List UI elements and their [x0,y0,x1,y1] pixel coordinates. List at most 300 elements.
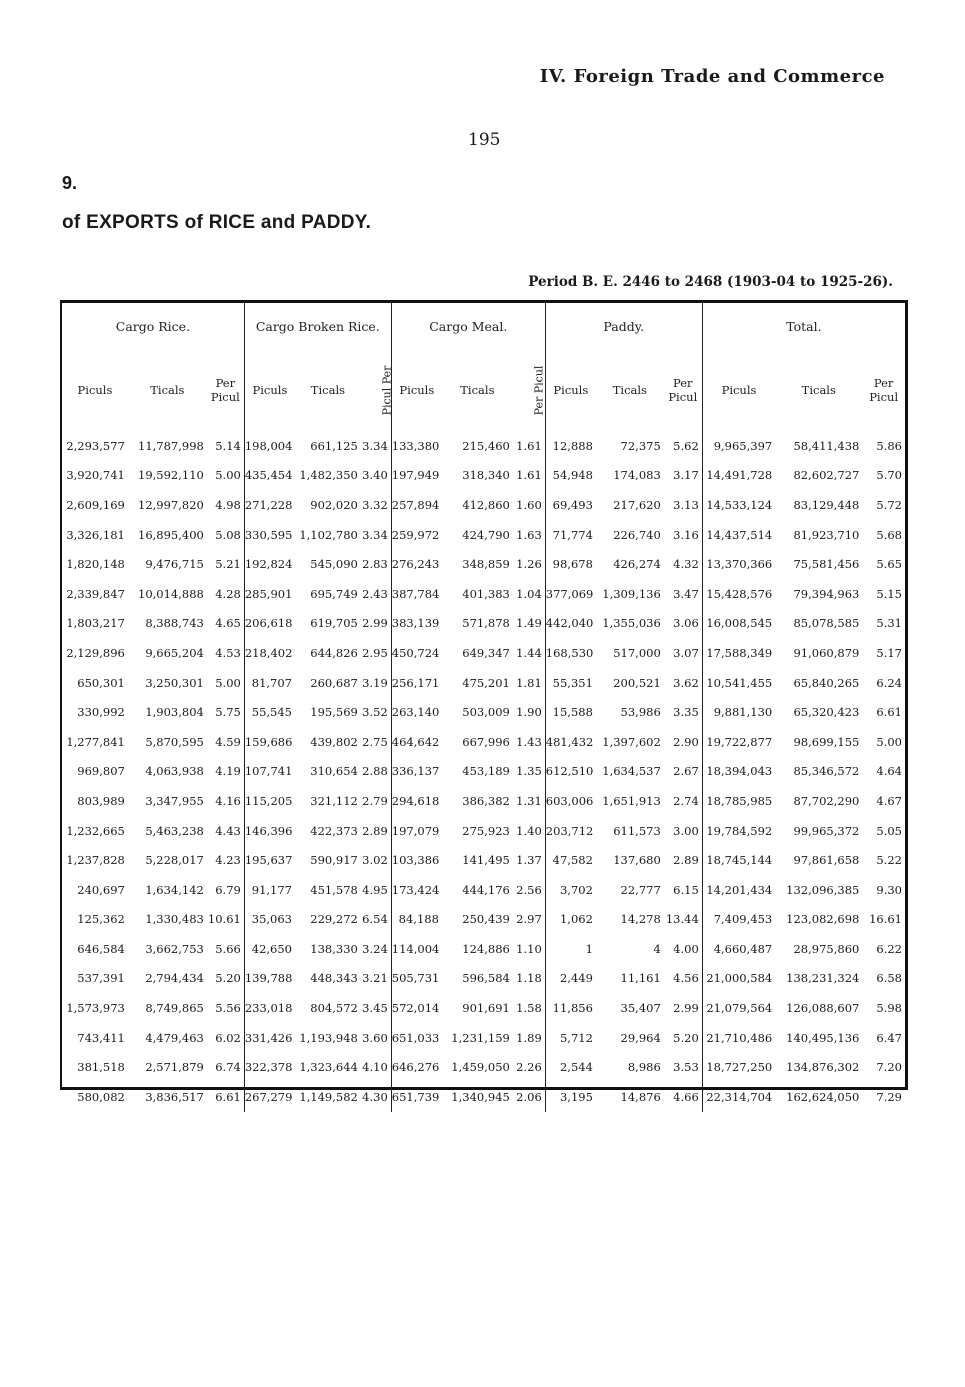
table-cell: 3.21 [362,971,388,986]
table-cell: 16,895,400 [138,527,204,542]
table-cell: 4,063,938 [145,764,204,779]
table-cell: 5.08 [215,527,241,542]
table-cell: 107,741 [244,757,295,787]
table-cell: 267,279 [244,1082,295,1112]
table-cell: 1.04 [516,586,542,601]
table-cell: 192,824 [244,549,295,579]
table-cell: 259,972 [391,520,442,550]
table-cell: 11,787,998 [138,438,204,453]
table-cell: 2.89 [673,853,699,868]
table-cell: 310,654 [310,764,358,779]
table-row [62,1052,905,1082]
table-cell: 21,710,486 [702,1023,775,1053]
table-cell: 8,749,865 [145,1001,204,1016]
table-cell: 260,687 [310,675,358,690]
table-cell: 5,712 [545,1023,596,1053]
table-cell: 1,309,136 [602,586,661,601]
table-cell: 3.06 [673,616,699,631]
table-cell: 1,634,537 [602,764,661,779]
table-cell: 14,201,434 [702,875,775,905]
table-cell: 4.98 [215,497,241,512]
table-row [62,934,905,964]
table-cell: 133,380 [391,431,442,461]
table-cell: 168,530 [545,638,596,668]
table-cell: 215,460 [462,438,510,453]
table-cell: 1.35 [516,764,542,779]
table-cell: 2,794,434 [145,971,204,986]
table-cell: 5.70 [876,468,902,483]
table-cell: 1,651,913 [602,793,661,808]
table-cell: 6.47 [876,1030,902,1045]
table-cell: 3.13 [673,497,699,512]
table-cell: 21,000,584 [702,964,775,994]
table-cell: 15,428,576 [702,579,775,609]
table-cell: 4.53 [215,645,241,660]
table-cell: 4.59 [215,734,241,749]
table-cell: 5.15 [876,586,902,601]
table-cell: 1,193,948 [299,1030,358,1045]
table-cell: 18,394,043 [702,757,775,787]
table-cell: 173,424 [391,875,442,905]
table-cell: 336,137 [391,757,442,787]
table-cell: 2.89 [362,823,388,838]
table-cell: 19,592,110 [138,468,204,483]
subheader-ticals: Ticals [801,383,836,397]
table-cell: 5.20 [673,1030,699,1045]
table-cell: 138,231,324 [786,971,860,986]
table-cell: 1.61 [516,468,542,483]
page-number: 195 [468,130,501,150]
table-cell: 174,083 [613,468,661,483]
table-cell: 79,394,963 [793,586,860,601]
table-cell: 4.16 [215,793,241,808]
table-cell: 661,125 [310,438,358,453]
table-cell: 517,000 [613,645,661,660]
table-cell: 6.02 [215,1030,241,1045]
table-cell: 318,340 [462,468,510,483]
table-cell: 6.22 [876,941,902,956]
table-cell: 99,965,372 [793,823,860,838]
table-cell: 285,901 [244,579,295,609]
table-cell: 381,518 [77,1060,125,1075]
table-cell: 5.00 [215,675,241,690]
table-cell: 448,343 [310,971,358,986]
table-cell: 240,697 [77,882,125,897]
table-cell: 5.66 [215,941,241,956]
table-cell: 3,662,753 [145,941,204,956]
table-cell: 1,803,217 [66,616,125,631]
table-cell: 140,495,136 [786,1030,860,1045]
table-cell: 82,602,727 [793,468,860,483]
table-cell: 377,069 [545,579,596,609]
table-cell: 2.26 [516,1060,542,1075]
table-cell: 98,678 [545,549,596,579]
table-row [62,786,905,816]
table-cell: 294,618 [391,786,442,816]
table-cell: 651,033 [391,1023,442,1053]
table-cell: 3.45 [362,1001,388,1016]
table-cell: 5.14 [215,438,241,453]
table-cell: 9,965,397 [702,431,775,461]
exports-table-frame [60,300,908,1104]
table-cell: 84,188 [391,905,442,935]
table-cell: 611,573 [613,823,661,838]
table-cell: 5.62 [673,438,699,453]
table-row [62,638,905,668]
table-cell: 2,544 [545,1052,596,1082]
table-cell: 1.40 [516,823,542,838]
table-cell: 7,409,453 [702,905,775,935]
table-cell: 5.86 [876,438,902,453]
table-cell: 545,090 [310,557,358,572]
table-cell: 1,330,483 [145,912,204,927]
table-cell: 4.00 [673,941,699,956]
table-cell: 5.00 [215,468,241,483]
table-cell: 7.29 [876,1089,902,1104]
subheader-ticals: Ticals [612,383,647,397]
table-cell: 12,997,820 [138,497,204,512]
table-row [62,993,905,1023]
table-cell: 580,082 [77,1089,125,1104]
table-cell: 6.24 [876,675,902,690]
table-cell: 2.74 [673,793,699,808]
table-cell: 424,790 [462,527,510,542]
table-cell: 450,724 [391,638,442,668]
table-cell: 596,584 [462,971,510,986]
table-cell: 83,129,448 [793,497,860,512]
table-cell: 3.00 [673,823,699,838]
table-cell: 1.37 [516,853,542,868]
table-cell: 2.67 [673,764,699,779]
table-cell: 1.18 [516,971,542,986]
table-cell: 85,078,585 [793,616,860,631]
table-cell: 159,686 [244,727,295,757]
table-cell: 348,859 [462,557,510,572]
table-cell: 3,195 [545,1082,596,1112]
table-cell: 91,060,879 [793,645,860,660]
table-cell: 2,129,896 [66,645,125,660]
table-cell: 198,004 [244,431,295,461]
table-cell: 134,876,302 [786,1060,860,1075]
table-cell: 206,618 [244,609,295,639]
table-cell: 3.62 [673,675,699,690]
subheader-piculs: Piculs [702,349,775,431]
table-row [62,1023,905,1053]
table-cell: 5,870,595 [145,734,204,749]
table-cell: 1,634,142 [145,882,204,897]
table-cell: 2.99 [673,1001,699,1016]
table-cell: 28,975,860 [793,941,860,956]
table-cell: 126,088,607 [786,1001,860,1016]
table-cell: 103,386 [391,845,442,875]
table-cell: 422,373 [310,823,358,838]
table-cell: 87,702,290 [793,793,860,808]
table-cell: 3.40 [362,468,388,483]
table-cell: 603,006 [545,786,596,816]
table-cell: 1,323,644 [299,1060,358,1075]
table-cell: 6.54 [362,912,388,927]
table-cell: 15,588 [545,697,596,727]
table-cell: 3.19 [362,675,388,690]
table-cell: 21,079,564 [702,993,775,1023]
table-cell: 137,680 [613,853,661,868]
table-cell: 4.67 [876,793,902,808]
table-cell: 1.31 [516,793,542,808]
table-cell: 386,382 [462,793,510,808]
table-cell: 1,903,804 [145,705,204,720]
table-row [62,875,905,905]
table-cell: 218,402 [244,638,295,668]
table-cell: 3.16 [673,527,699,542]
table-cell: 3.60 [362,1030,388,1045]
table-cell: 72,375 [620,438,661,453]
table-row [62,520,905,550]
table-cell: 1,340,945 [451,1089,510,1104]
table-cell: 475,201 [462,675,510,690]
table-cell: 19,784,592 [702,816,775,846]
table-cell: 125,362 [77,912,125,927]
table-number: 9. [62,173,78,193]
table-cell: 1,231,159 [451,1030,510,1045]
table-cell: 464,642 [391,727,442,757]
table-cell: 197,949 [391,461,442,491]
table-cell: 969,807 [77,764,125,779]
table-cell: 19,722,877 [702,727,775,757]
table-cell: 14,437,514 [702,520,775,550]
table-cell: 321,112 [310,793,358,808]
table-row [62,964,905,994]
table-cell: 9,476,715 [145,557,204,572]
table-cell: 217,620 [613,497,661,512]
table-cell: 14,491,728 [702,461,775,491]
subheader-ticals: Ticals [460,383,495,397]
subheader-per-picul: Per Picul [869,376,899,404]
table-cell: 442,040 [545,609,596,639]
table-cell: 55,545 [244,697,295,727]
table-cell: 10,541,455 [702,668,775,698]
table-cell: 22,314,704 [702,1082,775,1112]
table-cell: 97,861,658 [793,853,860,868]
table-cell: 331,426 [244,1023,295,1053]
table-cell: 29,964 [620,1030,661,1045]
table-row [62,905,905,935]
table-cell: 22,777 [620,882,661,897]
table-cell: 1.63 [516,527,542,542]
table-cell: 132,096,385 [786,882,860,897]
subheader-piculs: Piculs [77,383,113,397]
table-cell: 481,432 [545,727,596,757]
table-cell: 503,009 [462,705,510,720]
table-cell: 3.34 [362,438,388,453]
table-cell: 1,482,350 [299,468,358,483]
table-cell: 537,391 [77,971,125,986]
table-cell: 3,920,741 [66,468,125,483]
table-cell: 2,293,577 [66,438,125,453]
table-cell: 2.75 [362,734,388,749]
table-cell: 6.79 [215,882,241,897]
table-row [62,609,905,639]
table-cell: 9,881,130 [702,697,775,727]
table-row [62,1082,905,1112]
table-cell: 98,699,155 [793,734,860,749]
table-cell: 12,888 [545,431,596,461]
table-cell: 16,008,545 [702,609,775,639]
period-label: Period B. E. 2446 to 2468 (1903-04 to 1925-26). [528,274,893,290]
table-cell: 2,571,879 [145,1060,204,1075]
table-cell: 644,826 [310,645,358,660]
subheader-piculs: Piculs [391,349,442,431]
subheader-per-picul: Per Picul [532,365,546,416]
subheader-piculs: Piculs [244,349,295,431]
table-cell: 5,463,238 [145,823,204,838]
table-cell: 412,860 [462,497,510,512]
table-cell: 439,802 [310,734,358,749]
table-cell: 6.74 [215,1060,241,1075]
table-cell: 71,774 [545,520,596,550]
table-cell: 42,650 [244,934,295,964]
table-cell: 451,578 [310,882,358,897]
table-cell: 138,330 [310,941,358,956]
table-cell: 1.61 [516,438,542,453]
table-cell: 646,276 [391,1052,442,1082]
table-cell: 1.58 [516,1001,542,1016]
table-cell: 505,731 [391,964,442,994]
table-cell: 2.56 [516,882,542,897]
table-cell: 322,378 [244,1052,295,1082]
table-cell: 114,004 [391,934,442,964]
table-cell: 1,459,050 [451,1060,510,1075]
table-cell: 1.90 [516,705,542,720]
table-cell: 18,745,144 [702,845,775,875]
table-cell: 4.43 [215,823,241,838]
table-cell: 4.30 [362,1089,388,1104]
table-cell: 65,840,265 [793,675,860,690]
table-cell: 5.05 [876,823,902,838]
table-cell: 18,785,985 [702,786,775,816]
table-cell: 3.17 [673,468,699,483]
table-cell: 203,712 [545,816,596,846]
table-cell: 141,495 [462,853,510,868]
table-cell: 14,278 [620,912,661,927]
exports-table [62,303,905,1112]
table-cell: 16.61 [869,912,902,927]
table-cell: 1 [545,934,596,964]
table-cell: 229,272 [310,912,358,927]
table-cell: 3,326,181 [66,527,125,542]
table-cell: 571,878 [462,616,510,631]
table-cell: 803,989 [77,793,125,808]
table-title: of EXPORTS of RICE and PADDY. [62,212,372,233]
table-cell: 2.83 [362,557,388,572]
table-cell: 612,510 [545,757,596,787]
table-cell: 17,588,349 [702,638,775,668]
table-cell: 572,014 [391,993,442,1023]
table-row [62,845,905,875]
table-cell: 55,351 [545,668,596,698]
table-cell: 4.19 [215,764,241,779]
table-cell: 81,923,710 [793,527,860,542]
table-cell: 2.90 [673,734,699,749]
table-cell: 3.32 [362,497,388,512]
page-header: IV. Foreign Trade and Commerce [539,66,885,87]
table-cell: 8,388,743 [145,616,204,631]
table-cell: 4,660,487 [702,934,775,964]
table-cell: 233,018 [244,993,295,1023]
table-cell: 1,062 [545,905,596,935]
table-cell: 1,232,665 [66,823,125,838]
table-cell: 14,533,124 [702,490,775,520]
table-cell: 11,161 [620,971,661,986]
table-cell: 453,189 [462,764,510,779]
table-cell: 91,177 [244,875,295,905]
table-cell: 5,228,017 [145,853,204,868]
table-cell: 1,237,828 [66,853,125,868]
table-row [62,549,905,579]
table-cell: 646,584 [77,941,125,956]
table-cell: 53,986 [620,705,661,720]
table-cell: 1.89 [516,1030,542,1045]
table-cell: 4.64 [876,764,902,779]
table-cell: 58,411,438 [793,438,860,453]
table-cell: 1.81 [516,675,542,690]
table-cell: 14,876 [620,1089,661,1104]
table-cell: 5.56 [215,1001,241,1016]
subheader-picul-per: Picul Per [380,365,394,416]
table-row [62,431,905,461]
table-cell: 5.31 [876,616,902,631]
table-cell: 85,346,572 [793,764,860,779]
table-row [62,697,905,727]
subheader-ticals: Ticals [150,383,185,397]
subheader-per-picul: Per Picul [210,376,240,404]
table-cell: 1.60 [516,497,542,512]
table-cell: 81,707 [244,668,295,698]
table-cell: 5.22 [876,853,902,868]
table-cell: 5.68 [876,527,902,542]
table-cell: 4.10 [362,1060,388,1075]
table-cell: 65,320,423 [793,705,860,720]
table-cell: 10.61 [207,912,241,927]
table-cell: 3.02 [362,853,388,868]
group-header-cargo-rice: Cargo Rice. [115,318,191,334]
table-cell: 5.20 [215,971,241,986]
table-body [62,431,905,1112]
table-cell: 4.66 [673,1089,699,1104]
group-header-paddy: Paddy. [545,303,702,349]
table-cell: 387,784 [391,579,442,609]
table-cell: 444,176 [462,882,510,897]
table-cell: 330,992 [77,705,125,720]
table-cell: 2.79 [362,793,388,808]
table-cell: 3.53 [673,1060,699,1075]
table-row [62,490,905,520]
table-cell: 1.44 [516,645,542,660]
table-cell: 10,014,888 [138,586,204,601]
table-cell: 2.06 [516,1089,542,1104]
table-cell: 1.10 [516,941,542,956]
table-cell: 5.75 [215,705,241,720]
table-cell: 6.61 [876,705,902,720]
table-cell: 115,205 [244,786,295,816]
table-cell: 35,407 [620,1001,661,1016]
subheader-per-picul: Per Picul [668,376,698,404]
table-cell: 2.88 [362,764,388,779]
table-cell: 3.52 [362,705,388,720]
table-cell: 383,139 [391,609,442,639]
table-cell: 2,449 [545,964,596,994]
table-cell: 35,063 [244,905,295,935]
table-cell: 4.23 [215,853,241,868]
